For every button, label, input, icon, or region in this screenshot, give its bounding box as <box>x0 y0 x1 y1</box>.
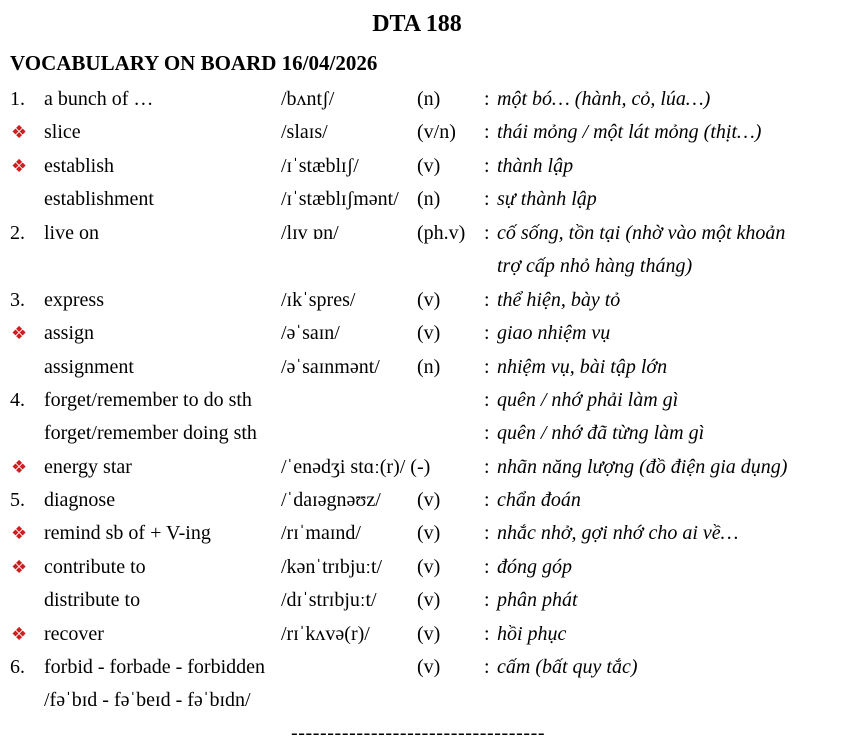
item-number: 4. <box>10 389 25 411</box>
meaning: sự thành lập <box>497 188 597 210</box>
pronunciation: /rɪˈkʌvə(r)/ <box>281 623 370 645</box>
meaning: đóng góp <box>497 556 572 578</box>
vocab-word: establish <box>44 155 114 177</box>
separator: : <box>484 389 490 411</box>
part-of-speech: (n) <box>417 88 441 110</box>
part-of-speech: (v) <box>417 656 441 678</box>
separator: : <box>484 623 490 645</box>
item-number: 6. <box>10 656 25 678</box>
pronunciation: /ɪˈstæblɪʃ/ <box>281 155 359 177</box>
separator: : <box>484 356 490 378</box>
meaning: phân phát <box>497 589 578 611</box>
part-of-speech: (v) <box>417 289 441 311</box>
meaning: quên / nhớ phải làm gì <box>497 389 679 411</box>
part-of-speech: (v) <box>417 155 441 177</box>
separator: : <box>484 88 490 110</box>
bullet-icon: ❖ <box>11 122 28 143</box>
meaning: thể hiện, bày tỏ <box>497 289 621 311</box>
part-of-speech: (n) <box>417 356 441 378</box>
vocab-word: /fəˈbɪd - fəˈbeɪd - fəˈbɪdn/ <box>44 689 251 711</box>
pronunciation: /ˈenədʒi stɑː(r)/ (-) <box>281 456 431 478</box>
item-number: 5. <box>10 489 25 511</box>
part-of-speech: (v) <box>417 623 441 645</box>
vocab-word: assignment <box>44 356 134 378</box>
pronunciation: /dɪˈstrɪbjuːt/ <box>281 589 377 611</box>
vocab-word: live on <box>44 222 99 244</box>
part-of-speech: (v) <box>417 589 441 611</box>
separator: : <box>484 489 490 511</box>
meaning: giao nhiệm vụ <box>497 322 611 344</box>
vocab-word: diagnose <box>44 489 116 511</box>
separator: : <box>484 121 490 143</box>
bullet-icon: ❖ <box>11 457 28 478</box>
meaning: chẩn đoán <box>497 489 581 511</box>
part-of-speech: (v) <box>417 322 441 344</box>
pronunciation: /ɪkˈspres/ <box>281 289 356 311</box>
bullet-icon: ❖ <box>11 156 28 177</box>
vocab-word: express <box>44 289 104 311</box>
separator: : <box>484 422 490 444</box>
meaning: cấm (bất quy tắc) <box>497 656 638 678</box>
bullet-icon: ❖ <box>11 323 28 344</box>
vocab-word: slice <box>44 121 81 143</box>
meaning: thành lập <box>497 155 574 177</box>
separator: : <box>484 289 490 311</box>
bullet-icon: ❖ <box>11 624 28 645</box>
meaning: trợ cấp nhỏ hàng tháng) <box>497 255 693 277</box>
vocab-word: remind sb of + V-ing <box>44 522 211 544</box>
separator: : <box>484 456 490 478</box>
meaning: cố sống, tồn tại (nhờ vào một khoản <box>497 222 786 244</box>
part-of-speech: (n) <box>417 188 441 210</box>
pronunciation: /ɪˈstæblɪʃmənt/ <box>281 188 399 210</box>
part-of-speech: (v/n) <box>417 121 456 143</box>
pronunciation: /əˈsaɪnmənt/ <box>281 356 380 378</box>
meaning: nhãn năng lượng (đồ điện gia dụng) <box>497 456 788 478</box>
bullet-icon: ❖ <box>11 557 28 578</box>
pronunciation: /lɪv ɒn/ <box>281 222 339 244</box>
meaning: nhắc nhở, gợi nhớ cho ai về… <box>497 522 739 544</box>
page-title: DTA 188 <box>372 11 462 37</box>
separator: : <box>484 522 490 544</box>
vocab-word: a bunch of … <box>44 88 154 110</box>
separator: : <box>484 188 490 210</box>
part-of-speech: (v) <box>417 489 441 511</box>
vocab-word: distribute to <box>44 589 141 611</box>
pronunciation: /slaɪs/ <box>281 121 328 143</box>
part-of-speech: (ph.v) <box>417 222 466 244</box>
part-of-speech: (v) <box>417 522 441 544</box>
pronunciation: /ˈdaɪəgnəʊz/ <box>281 489 381 511</box>
vocab-word: forget/remember doing sth <box>44 422 257 444</box>
divider-line: ----------------------------------- <box>291 722 546 744</box>
meaning: thái mỏng / một lát mỏng (thịt…) <box>497 121 762 143</box>
item-number: 3. <box>10 289 25 311</box>
item-number: 2. <box>10 222 25 244</box>
pronunciation: /bʌntʃ/ <box>281 88 335 110</box>
separator: : <box>484 589 490 611</box>
vocab-word: recover <box>44 623 104 645</box>
pronunciation: /kənˈtrɪbjuːt/ <box>281 556 383 578</box>
section-heading: VOCABULARY ON BOARD 16/04/2026 <box>10 51 378 75</box>
meaning: hồi phục <box>497 623 567 645</box>
meaning: quên / nhớ đã từng làm gì <box>497 422 705 444</box>
bullet-icon: ❖ <box>11 523 28 544</box>
pronunciation: /rɪˈmaɪnd/ <box>281 522 361 544</box>
part-of-speech: (v) <box>417 556 441 578</box>
separator: : <box>484 322 490 344</box>
vocab-word: forget/remember to do sth <box>44 389 252 411</box>
vocab-word: forbid - forbade - forbidden <box>44 656 266 678</box>
item-number: 1. <box>10 88 25 110</box>
vocab-word: contribute to <box>44 556 146 578</box>
meaning: một bó… (hành, cỏ, lúa…) <box>497 88 711 110</box>
separator: : <box>484 155 490 177</box>
separator: : <box>484 656 490 678</box>
vocab-word: energy star <box>44 456 132 478</box>
vocab-word: assign <box>44 322 94 344</box>
vocab-word: establishment <box>44 188 154 210</box>
pronunciation: /əˈsaɪn/ <box>281 322 340 344</box>
meaning: nhiệm vụ, bài tập lớn <box>497 356 668 378</box>
separator: : <box>484 222 490 244</box>
separator: : <box>484 556 490 578</box>
